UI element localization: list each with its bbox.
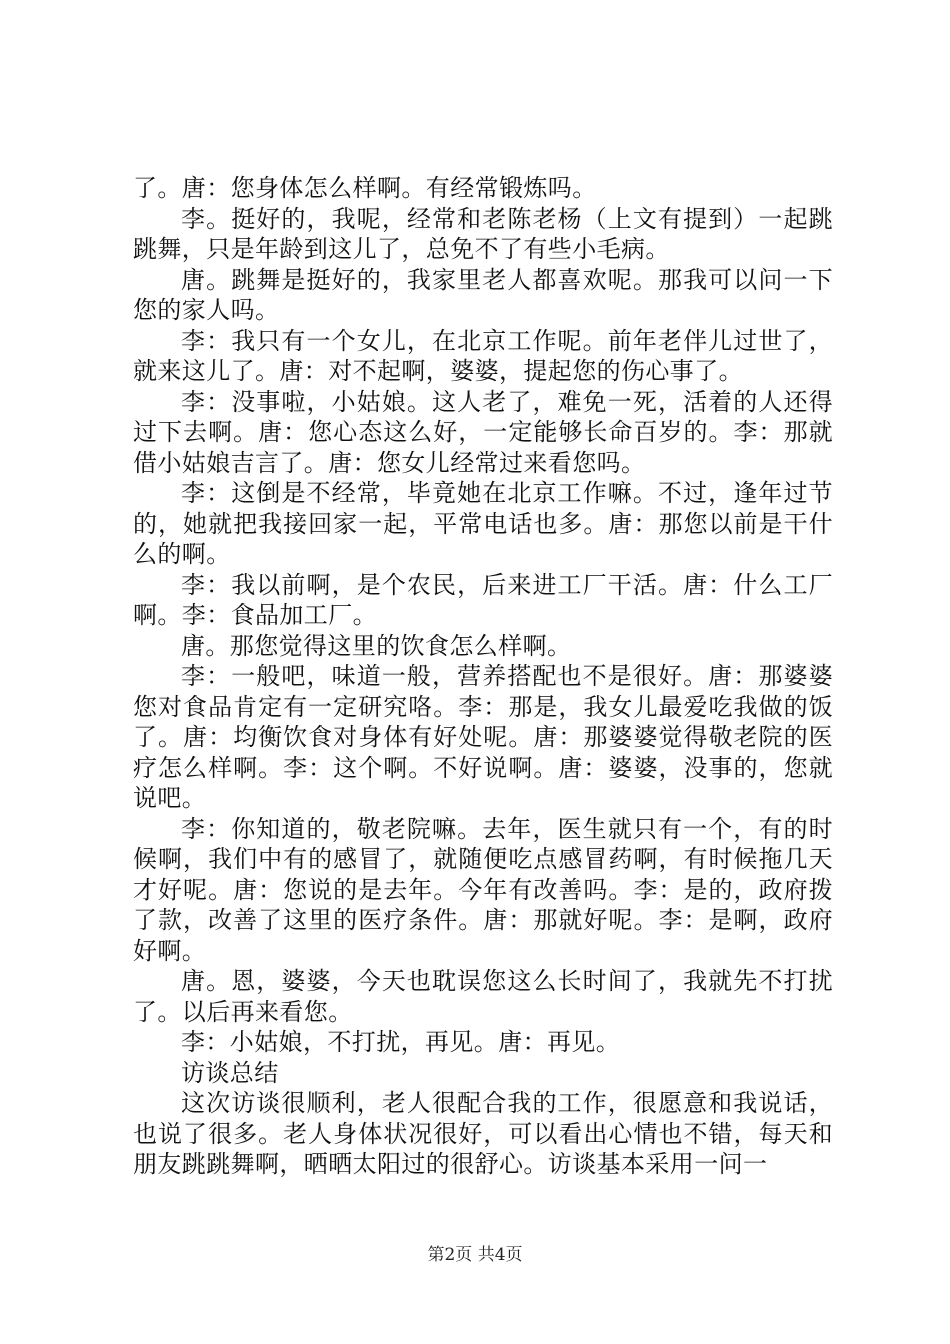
paragraph: 李。挺好的，我呢，经常和老陈老杨（上文有提到）一起跳跳舞，只是年龄到这儿了，总免不了有些小毛病。: [133, 204, 833, 263]
paragraph: 李：我以前啊，是个农民，后来进工厂干活。唐：什么工厂啊。李：食品加工厂。: [133, 570, 833, 629]
section-heading: 访谈总结: [181, 1058, 279, 1087]
paragraph: 李：小姑娘，不打扰，再见。唐：再见。: [181, 1028, 621, 1056]
body-text: [133, 173, 833, 1180]
paragraph: 李：这倒是不经常，毕竟她在北京工作嘛。不过，逢年过节的，她就把我接回家一起，平常电话也多。唐：那您以前是干什么的啊。: [133, 479, 833, 568]
paragraph: 李：我只有一个女儿，在北京工作呢。前年老伴儿过世了，就来这儿了。唐：对不起啊，婆婆，提起您的伤心事了。: [133, 326, 833, 385]
paragraph: 这次访谈很顺利，老人很配合我的工作，很愿意和我说话，也说了很多。老人身体状况很好，可以看出心情也不错，每天和朋友跳跳舞啊，晒晒太阳过的很舒心。访谈基本采用一问一: [133, 1089, 833, 1178]
paragraph: 唐。跳舞是挺好的，我家里老人都喜欢呢。那我可以问一下您的家人吗。: [133, 265, 833, 324]
page-number-footer: 第2页 共4页: [427, 1245, 523, 1265]
paragraph: 了。唐：您身体怎么样啊。有经常锻炼吗。: [133, 174, 597, 202]
paragraph: 唐。那您觉得这里的饮食怎么样啊。: [181, 631, 572, 660]
paragraph: 唐。恩，婆婆，今天也耽误您这么长时间了，我就先不打扰了。以后再来看您。: [133, 967, 833, 1026]
paragraph: 李：没事啦，小姑娘。这人老了，难免一死，活着的人还得过下去啊。唐：您心态这么好，一定能够长命百岁的。李：那就借小姑娘吉言了。唐：您女儿经常过来看您吗。: [133, 387, 833, 477]
paragraph: 李：你知道的，敬老院嘛。去年，医生就只有一个，有的时候啊，我们中有的感冒了，就随便吃点感冒药啊，有时候拖几天才好呢。唐：您说的是去年。今年有改善吗。李：是的，政府拨了款，改善了这里的医疗条件。唐：那就好呢。李：是啊，政府好啊。: [133, 814, 833, 965]
paragraph: 李：一般吧，味道一般，营养搭配也不是很好。唐：那婆婆您对食品肯定有一定研究咯。李：那是，我女儿最爱吃我做的饭了。唐：均衡饮食对身体有好处呢。唐：那婆婆觉得敬老院的医疗怎么样啊。李：这个啊。不好说啊。唐：婆婆，没事的，您就说吧。: [133, 662, 833, 812]
